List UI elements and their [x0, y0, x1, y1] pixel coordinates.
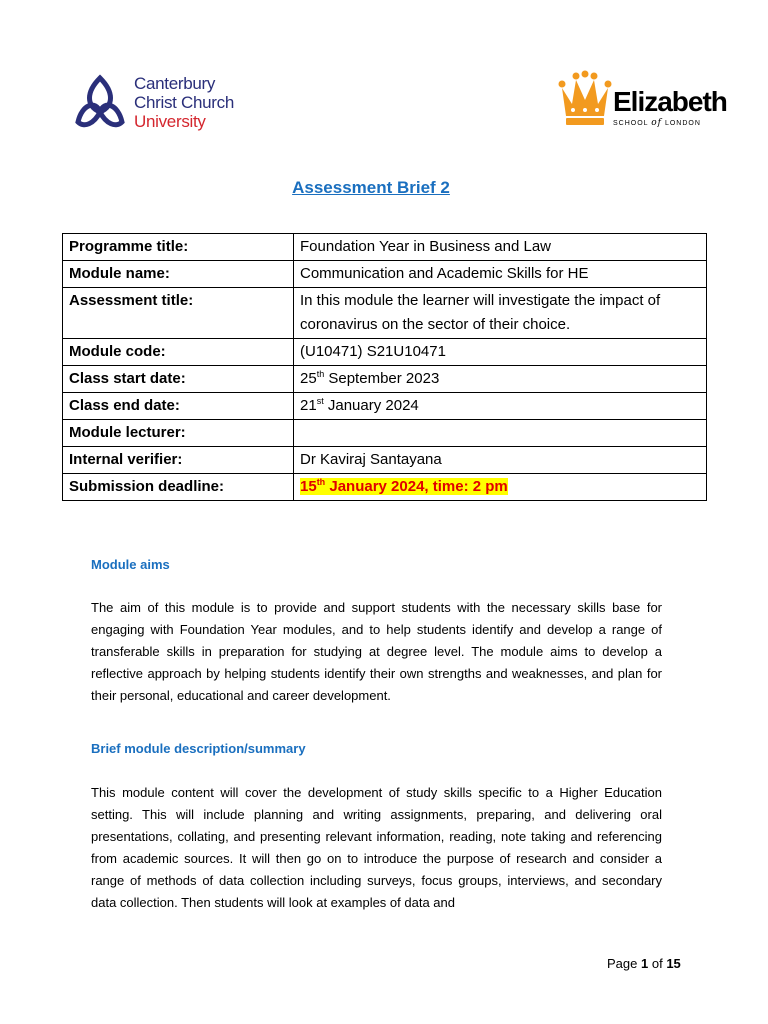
module-aims-paragraph: The aim of this module is to provide and support students with the necessary skills base for engaging with Foundation Year modules, and to help students identify and develop a range of transferable skills in preparation for studying at degree level. The module aims to develop a reflective approach by helping students identify their own strengths and weaknesses, and plan for their personal, educational and career development.: [91, 600, 662, 703]
module-code-label: Module code:: [63, 339, 294, 366]
module-code-value: (U10471) S21U10471: [294, 339, 707, 366]
module-lecturer-value: [294, 420, 707, 447]
programme-title-label: Programme title:: [63, 234, 294, 261]
trefoil-logo-icon: [70, 72, 130, 132]
table-row: [63, 288, 707, 339]
cccu-logo: [70, 66, 260, 136]
elizabeth-sub-of: of: [651, 118, 663, 128]
module-lecturer-label: Module lecturer:: [63, 420, 294, 447]
page-current: 1: [641, 956, 649, 971]
elizabeth-sub-london: LONDON: [664, 120, 701, 127]
table-row: [63, 447, 707, 474]
module-description-paragraph: This module content will cover the development of study skills specific to a Higher Education setting. This will include planning and writing assignments, preparing, and delivering oral presentations, collating, and presenting relevant information, reading, note taking and referencing from academic sources. It will then go on to introduce the purpose of research and consider a range of methods of data collection including surveys, focus groups, interviews, and secondary data collection. Then students will look at examples of data and: [91, 785, 662, 910]
start-day: 25: [300, 370, 317, 387]
deadline-highlight: [300, 478, 508, 495]
assessment-info-table: [62, 233, 707, 501]
crown-icon: [558, 70, 612, 128]
cccu-line1: Canterbury: [134, 74, 216, 93]
deadline-day-suffix: th: [316, 477, 326, 487]
page-word: Page: [607, 956, 638, 971]
page-of: of: [651, 956, 663, 971]
elizabeth-school-logo: [558, 70, 727, 134]
class-start-date-label: Class start date:: [63, 366, 294, 393]
page-number: [607, 956, 681, 971]
start-rest: September 2023: [324, 370, 440, 387]
submission-deadline-label: Submission deadline:: [63, 474, 294, 501]
cccu-wordmark: [134, 74, 234, 131]
end-rest: January 2024: [323, 397, 419, 414]
end-day: 21: [300, 397, 317, 414]
deadline-day: 15: [300, 478, 317, 495]
deadline-rest: January 2024, time: 2 pm: [325, 478, 508, 495]
page-total: 15: [666, 956, 681, 971]
class-end-date-value: [294, 393, 707, 420]
start-day-suffix: th: [316, 369, 325, 379]
internal-verifier-label: Internal verifier:: [63, 447, 294, 474]
elizabeth-wordmark: Elizabeth: [613, 86, 727, 117]
assessment-title-value: In this module the learner will investigate the impact of coronavirus on the sector of their choice.: [294, 288, 707, 339]
table-row: [63, 393, 707, 420]
programme-title-value: Foundation Year in Business and Law: [294, 234, 707, 261]
table-row: [63, 366, 707, 393]
page-title: Assessment Brief 2: [292, 178, 450, 197]
class-end-date-label: Class end date:: [63, 393, 294, 420]
internal-verifier-value: Dr Kaviraj Santayana: [294, 447, 707, 474]
table-row: [63, 234, 707, 261]
elizabeth-sub-school: SCHOOL: [613, 120, 649, 127]
cccu-line2: Christ Church: [134, 93, 235, 112]
assessment-title-label: Assessment title:: [63, 288, 294, 339]
end-day-suffix: st: [316, 396, 324, 406]
module-name-label: Module name:: [63, 261, 294, 288]
table-row: [63, 339, 707, 366]
elizabeth-subline: [613, 118, 701, 128]
module-name-value: Communication and Academic Skills for HE: [294, 261, 707, 288]
module-aims-heading: Module aims: [91, 557, 170, 572]
submission-deadline-value: [294, 474, 707, 501]
cccu-line3: University: [134, 112, 206, 131]
table-row: [63, 261, 707, 288]
table-row: [63, 420, 707, 447]
class-start-date-value: [294, 366, 707, 393]
module-description-heading: Brief module description/summary: [91, 741, 306, 756]
table-row: [63, 474, 707, 501]
